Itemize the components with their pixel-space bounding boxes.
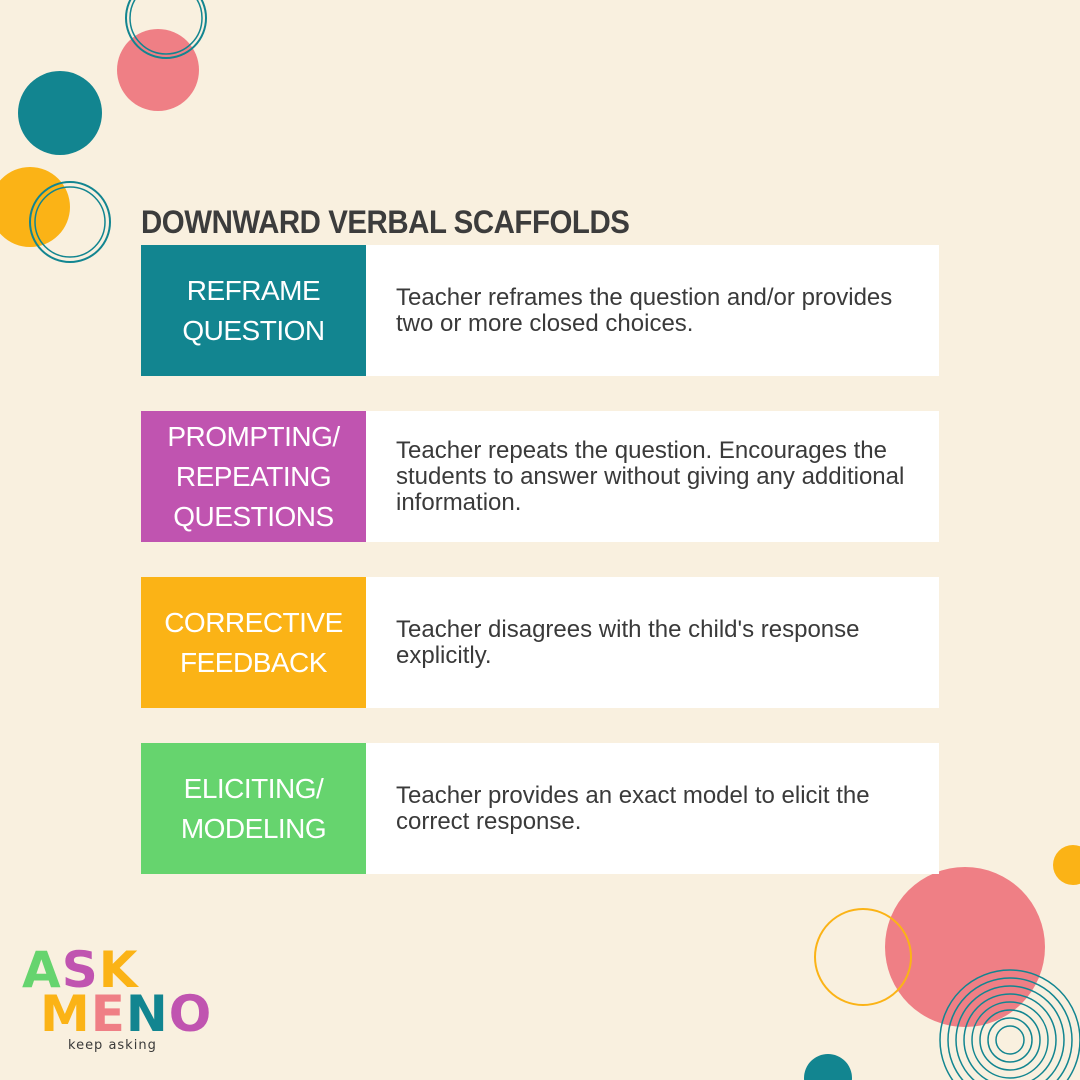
scaffold-label: REFRAME QUESTION bbox=[141, 245, 366, 376]
scaffold-description: Teacher reframes the question and/or provides two or more closed choices. bbox=[396, 283, 893, 337]
logo-letter: O bbox=[168, 985, 213, 1043]
logo-word-meno bbox=[40, 985, 213, 1043]
logo-letter: N bbox=[125, 985, 169, 1043]
scaffold-row-eliciting-modeling bbox=[141, 743, 939, 874]
logo-letter: K bbox=[98, 941, 139, 999]
scaffold-row-prompting-repeating-questions bbox=[141, 411, 939, 542]
scaffold-label: ELICITING/ MODELING bbox=[141, 743, 366, 874]
scaffold-label: PROMPTING/ REPEATING QUESTIONS bbox=[141, 411, 366, 542]
scaffold-description-box bbox=[366, 743, 939, 874]
page-title: DOWNWARD VERBAL SCAFFOLDS bbox=[141, 204, 630, 240]
scaffold-description: Teacher provides an exact model to elicit the correct response. bbox=[396, 781, 870, 835]
scaffold-description-box bbox=[366, 411, 939, 542]
scaffold-label: CORRECTIVE FEEDBACK bbox=[141, 577, 366, 708]
logo-tagline: keep asking bbox=[68, 1038, 157, 1053]
logo-letter: E bbox=[90, 985, 126, 1043]
askmeno-logo bbox=[22, 941, 213, 1053]
scaffold-description: Teacher repeats the question. Encourages the students to answer without giving any additional information. bbox=[396, 436, 905, 516]
scaffold-row-corrective-feedback bbox=[141, 577, 939, 708]
scaffold-description-box bbox=[366, 577, 939, 708]
scaffold-description: Teacher disagrees with the child's response explicitly. bbox=[396, 615, 860, 669]
logo-letter: A bbox=[22, 941, 62, 999]
logo-letter: S bbox=[61, 941, 99, 999]
scaffold-description-box bbox=[366, 245, 939, 376]
logo-letter: M bbox=[40, 985, 91, 1043]
scaffold-row-reframe-question bbox=[141, 245, 939, 376]
